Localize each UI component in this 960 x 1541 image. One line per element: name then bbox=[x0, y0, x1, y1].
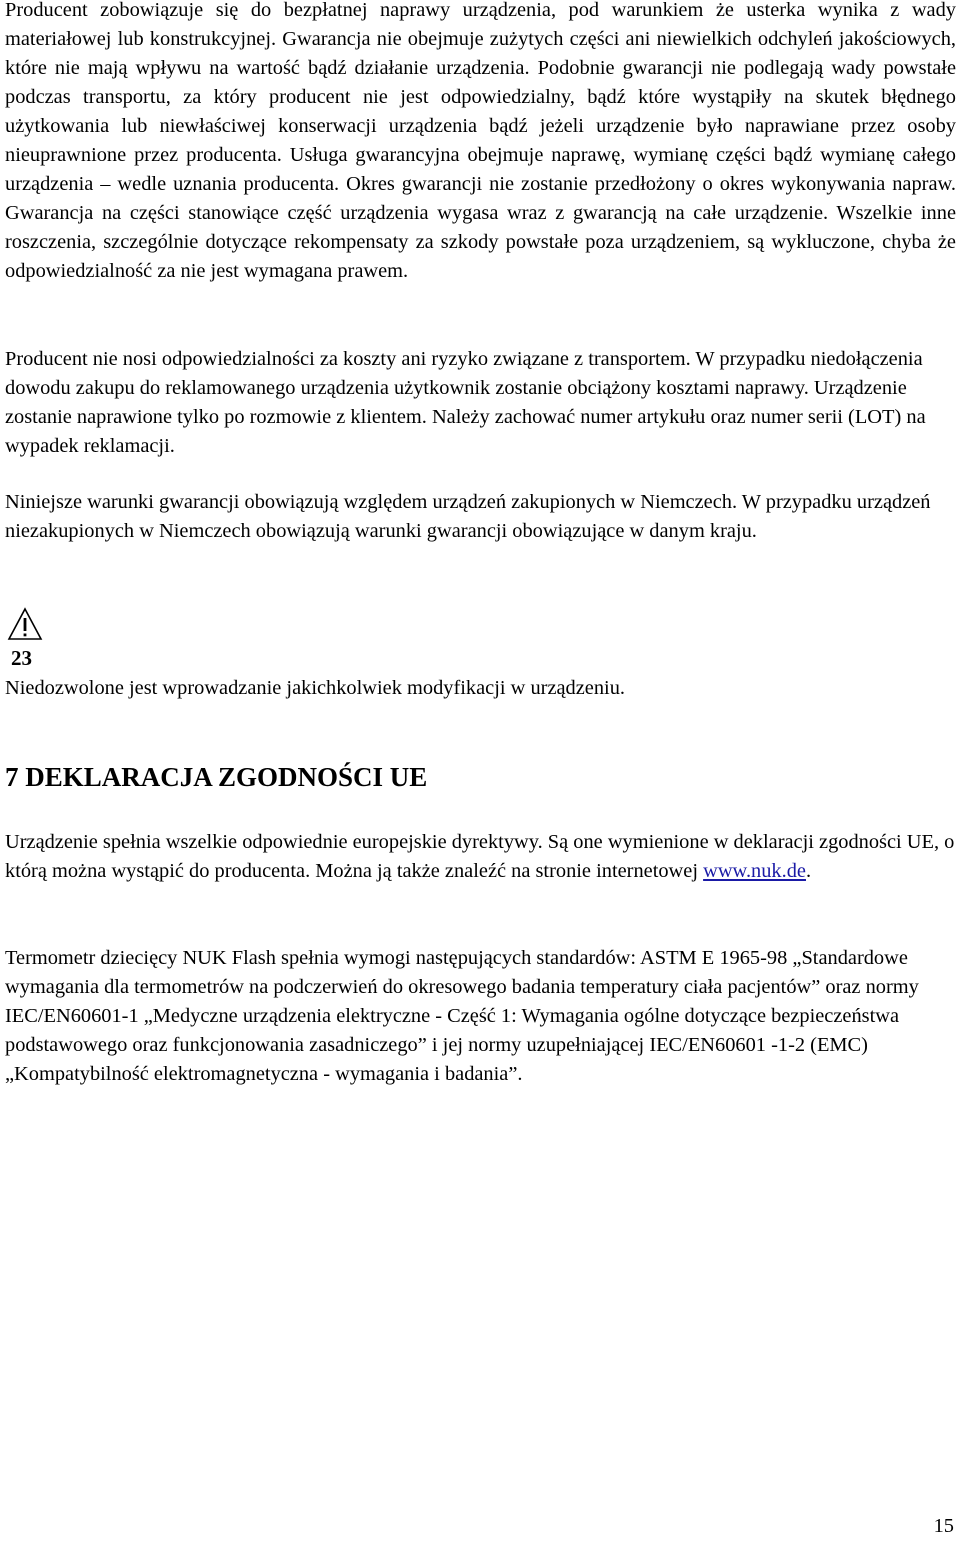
declaration-text-end: . bbox=[805, 860, 812, 882]
website-link[interactable]: www.nuk.de bbox=[703, 860, 806, 882]
declaration-text: Urządzenie spełnia wszelkie odpowiednie europejskie dyrektywy. Są one wymienione w deklaracji zgodności UE, o którą można wystąpić do producenta. Można ją także znaleźć na stronie internetowej bbox=[5, 831, 955, 882]
warranty-paragraph-2: Producent nie nosi odpowiedzialności za koszty ani ryzyko związane z transportem. W przypadku niedołączenia dowodu zakupu do reklamowanego urządzenia użytkownik zostanie obciążony kosztami naprawy. Urządzenie zostanie naprawione tylko po rozmowie z klientem. Należy zachować numer artykułu oraz numer serii (LOT) na wypadek reklamacji. bbox=[5, 348, 926, 457]
warranty-paragraph-3: Niniejsze warunki gwarancji obowiązują względem urządzeń zakupionych w Niemczech. W przypadku urządzeń niezakupionych w Niemczech obowiązują warunki gwarancji obowiązujące w danym kraju. bbox=[5, 491, 931, 542]
page-number: 15 bbox=[933, 1515, 954, 1537]
warranty-paragraph-1: Producent zobowiązuje się do bezpłatnej naprawy urządzenia, pod warunkiem że usterka wynika z wady materiałowej lub konstrukcyjnej. Gwarancja nie obejmuje zużytych części ani niewielkich odchyleń jakościowych, które nie mają wpływu na wartość bądź działanie urządzenia. Podobnie gwarancji nie podlegają wady powstałe podczas transportu, za który producent nie jest odpowiedzialny, bądź które wystąpiły na skutek błędnego użytkowania lub niewłaściwej konserwacji urządzenia bądź jeżeli urządzenie było naprawiane przez osoby nieuprawnione przez producenta. Usługa gwarancyjna obejmuje naprawę, wymianę części bądź wymianę całego urządzenia – wedle uznania producenta. Okres gwarancji nie zostanie przedłożony o okres wykonywania napraw. Gwarancja na części stanowiące część urządzenia wygasa wraz z gwarancją na całe urządzenie. Wszelkie inne roszczenia, szczególnie dotyczące rekompensaty za szkody powstałe poza urządzeniem, są wykluczone, chyba że odpowiedzialność za nie jest wymagana prawem. bbox=[5, 0, 956, 282]
warning-number: 23 bbox=[11, 646, 32, 670]
warning-text: Niedozwolone jest wprowadzanie jakichkolwiek modyfikacji w urządzeniu. bbox=[5, 677, 626, 699]
declaration-paragraph bbox=[5, 828, 956, 886]
warning-triangle-icon bbox=[7, 607, 43, 641]
section-heading: 7 DEKLARACJA ZGODNOŚCI UE bbox=[5, 762, 428, 792]
standards-paragraph: Termometr dziecięcy NUK Flash spełnia wymogi następujących standardów: ASTM E 1965-98 „Standardowe wymagania dla termometrów na podczerwień do okresowego badania temperatury ciała pacjentów” oraz normy IEC/EN60601-1 „Medyczne urządzenia elektryczne - Część 1: Wymagania ogólne dotyczące bezpieczeństwa podstawowego oraz funkcjonowania zasadniczego” i jej normy uzupełniającej IEC/EN60601 -1-2 (EMC) „Kompatybilność elektromagnetyczna - wymagania i badania”. bbox=[5, 947, 919, 1085]
